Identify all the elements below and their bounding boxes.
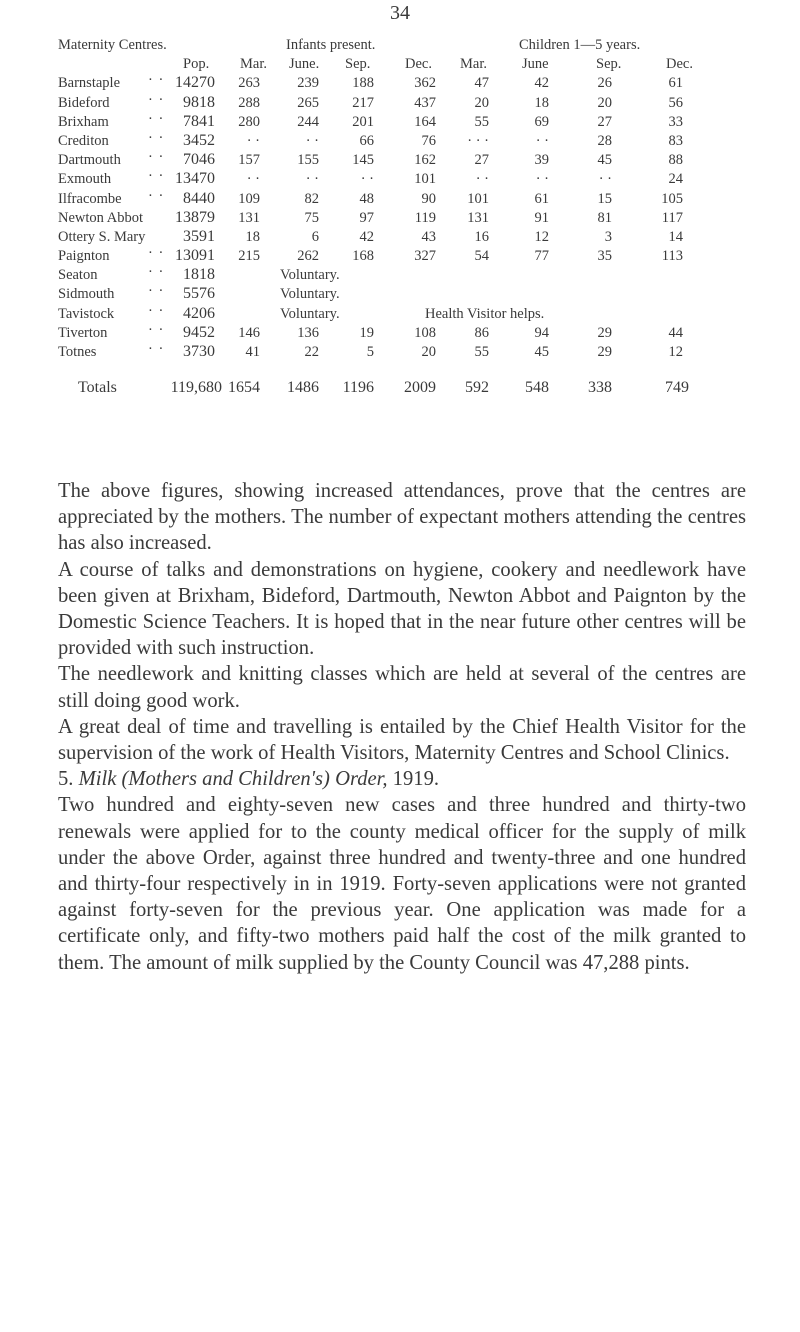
value-cell: 20 bbox=[597, 94, 612, 111]
section-heading: 5. Milk (Mothers and Children's) Order, 1919. bbox=[58, 768, 440, 791]
value-cell: 29 bbox=[597, 324, 612, 341]
centre-name: Tavistock bbox=[58, 305, 115, 322]
centre-name: Sidmouth bbox=[58, 286, 115, 303]
value-cell: 45 bbox=[597, 152, 612, 169]
value-cell: 14 bbox=[668, 228, 683, 245]
centre-name: Ottery S. Mary bbox=[58, 228, 146, 245]
value-cell: 12 bbox=[534, 228, 549, 245]
totals-label: Totals bbox=[78, 379, 117, 397]
value-cell: 280 bbox=[238, 113, 260, 130]
note-cell: Health Visitor helps. bbox=[425, 305, 545, 322]
value-cell: 24 bbox=[668, 171, 683, 188]
value-cell: · · bbox=[246, 132, 260, 149]
paragraph: Two hundred and eighty-seven new cases and three hundred and thirty-two renewals were applied for to the county medical officer for the supply of milk under the above Order, against three hundred and twenty-three and one hundred and thirty-four respectively in in 1919. Forty-seven applications were not granted against forty-seven for the previous year. One application was made for a certificate only, and fifty-two mothers paid half the cost of the milk granted to them. The amount of milk supplied by the County Council was 47,288 pints. bbox=[58, 794, 746, 974]
value-cell: · · bbox=[598, 171, 612, 188]
value-cell: 437 bbox=[414, 94, 436, 111]
column-header: June bbox=[522, 56, 549, 73]
population-cell: 13879 bbox=[175, 208, 215, 226]
population-cell: 1818 bbox=[183, 266, 215, 284]
value-cell: 44 bbox=[668, 324, 683, 341]
value-cell: 157 bbox=[238, 152, 260, 169]
page-number: 34 bbox=[390, 2, 410, 24]
value-cell: 82 bbox=[304, 190, 319, 207]
table-title: Maternity Centres. bbox=[58, 37, 167, 53]
column-header: Dec. bbox=[405, 56, 432, 73]
value-cell: 81 bbox=[597, 209, 612, 226]
value-cell: 97 bbox=[359, 209, 374, 226]
population-cell: 5576 bbox=[183, 285, 215, 303]
value-cell: 188 bbox=[352, 75, 374, 92]
totals-row bbox=[0, 379, 800, 401]
value-cell: 56 bbox=[668, 94, 683, 111]
leader-dots: · · bbox=[148, 341, 165, 357]
value-cell: 101 bbox=[467, 190, 489, 207]
value-cell: · · bbox=[535, 171, 549, 188]
centre-name: Paignton bbox=[58, 248, 110, 265]
value-cell: 42 bbox=[359, 228, 374, 245]
paragraph: A course of talks and demonstrations on hygiene, cookery and needlework have been given at Brixham, Bideford, Dartmouth, Newton Abbot and Paignton by the Domestic Science Teachers. It is hoped that in the near future other centres will be provided with such instruction. bbox=[58, 558, 746, 660]
centre-name: Barnstaple bbox=[58, 75, 121, 92]
value-cell: · · bbox=[475, 171, 489, 188]
population-cell: 7841 bbox=[183, 112, 215, 130]
paragraph: The needlework and knitting classes which are held at several of the centres are still doing good work. bbox=[58, 663, 746, 712]
value-cell: 155 bbox=[297, 152, 319, 169]
value-cell: 18 bbox=[245, 228, 260, 245]
leader-dots: · · bbox=[148, 245, 165, 262]
totals-cell: 1654 bbox=[228, 379, 260, 397]
value-cell: 29 bbox=[597, 344, 612, 360]
value-cell: 75 bbox=[304, 209, 319, 226]
value-cell: 162 bbox=[414, 152, 436, 169]
totals-cell: 749 bbox=[665, 379, 689, 397]
value-cell: · · bbox=[360, 171, 374, 188]
totals-cell: 2009 bbox=[404, 379, 436, 397]
leader-dots: · · bbox=[148, 110, 165, 127]
population-cell: 4206 bbox=[183, 304, 215, 322]
leader-dots: · · bbox=[148, 302, 165, 319]
value-cell: 27 bbox=[474, 152, 489, 169]
value-cell: 41 bbox=[245, 344, 260, 360]
value-cell: 109 bbox=[238, 190, 260, 207]
value-cell: 28 bbox=[597, 132, 612, 149]
centre-name: Exmouth bbox=[58, 171, 112, 188]
value-cell: 262 bbox=[297, 248, 319, 265]
body-text bbox=[58, 478, 746, 976]
value-cell: 86 bbox=[474, 324, 489, 341]
value-cell: 19 bbox=[359, 324, 374, 341]
leader-dots: · · bbox=[148, 187, 165, 204]
leader-dots: · · bbox=[148, 149, 165, 166]
value-cell: 131 bbox=[467, 209, 489, 226]
totals-cell: 1196 bbox=[342, 379, 374, 397]
value-cell: 54 bbox=[474, 248, 489, 265]
value-cell: 20 bbox=[421, 344, 436, 360]
column-header: Mar. bbox=[240, 56, 267, 73]
totals-cell: 548 bbox=[525, 379, 549, 397]
column-header: Sep. bbox=[596, 56, 622, 73]
centre-name: Crediton bbox=[58, 132, 109, 149]
value-cell: · · bbox=[535, 132, 549, 149]
value-cell: 146 bbox=[238, 324, 260, 341]
population-cell: 3730 bbox=[183, 343, 215, 360]
value-cell: 83 bbox=[668, 132, 683, 149]
centre-name: Tiverton bbox=[58, 324, 108, 341]
table-row bbox=[0, 229, 800, 248]
value-cell: 45 bbox=[534, 344, 549, 360]
note-cell: Voluntary. bbox=[280, 305, 340, 322]
value-cell: 265 bbox=[297, 94, 319, 111]
value-cell: 3 bbox=[604, 228, 612, 245]
column-header: Dec. bbox=[666, 56, 693, 73]
value-cell: 5 bbox=[366, 344, 374, 360]
centre-name: Totnes bbox=[58, 344, 97, 360]
table-row bbox=[0, 302, 800, 325]
column-header: Pop. bbox=[183, 56, 210, 73]
value-cell: 61 bbox=[534, 190, 549, 207]
value-cell: 244 bbox=[297, 113, 319, 130]
value-cell: 43 bbox=[421, 228, 436, 245]
value-cell: 42 bbox=[534, 75, 549, 92]
value-cell: 113 bbox=[661, 248, 683, 265]
value-cell: · · bbox=[305, 132, 319, 149]
paragraph: A great deal of time and travelling is entailed by the Chief Health Visitor for the supervision of the work of Health Visitors, Maternity Centres and School Clinics. bbox=[58, 715, 746, 765]
children-header: Children 1—5 years. bbox=[519, 37, 641, 53]
value-cell: 217 bbox=[352, 94, 374, 111]
value-cell: 22 bbox=[304, 344, 319, 360]
value-cell: 263 bbox=[238, 75, 260, 92]
value-cell: 15 bbox=[597, 190, 612, 207]
leader-dots: · · bbox=[148, 321, 165, 338]
value-cell: 327 bbox=[414, 248, 436, 265]
population-cell: 14270 bbox=[175, 74, 215, 92]
population-cell: 7046 bbox=[183, 151, 215, 169]
table-row bbox=[0, 168, 800, 190]
table-row bbox=[0, 149, 800, 171]
note-cell: Voluntary. bbox=[280, 267, 340, 284]
maternity-centres-table bbox=[0, 37, 800, 401]
value-cell: 39 bbox=[534, 152, 549, 169]
table-row bbox=[0, 264, 800, 286]
value-cell: 131 bbox=[238, 209, 260, 226]
totals-cell: 592 bbox=[465, 379, 489, 397]
value-cell: 362 bbox=[414, 75, 436, 92]
table-column-headers bbox=[0, 56, 800, 75]
population-cell: 13470 bbox=[175, 170, 215, 188]
table-row bbox=[0, 341, 800, 363]
value-cell: 88 bbox=[668, 152, 683, 169]
value-cell: 119 bbox=[414, 209, 436, 226]
value-cell: 18 bbox=[534, 94, 549, 111]
leader-dots: · · bbox=[148, 91, 165, 108]
value-cell: 105 bbox=[661, 190, 683, 207]
value-cell: 168 bbox=[352, 248, 374, 265]
table-header-groups bbox=[0, 37, 800, 56]
leader-dots: · · bbox=[148, 168, 165, 185]
value-cell: 48 bbox=[359, 190, 374, 207]
value-cell: 66 bbox=[359, 132, 374, 149]
value-cell: 288 bbox=[238, 94, 260, 111]
leader-dots: · · bbox=[148, 264, 165, 281]
value-cell: · · · bbox=[467, 132, 489, 149]
totals-population: 119,680 bbox=[170, 379, 222, 397]
totals-cell: 1486 bbox=[287, 379, 319, 397]
value-cell: 94 bbox=[534, 324, 549, 341]
centre-name: Ilfracombe bbox=[58, 190, 122, 207]
value-cell: 61 bbox=[668, 75, 683, 92]
value-cell: 26 bbox=[597, 75, 612, 92]
value-cell: 164 bbox=[414, 113, 436, 130]
value-cell: 77 bbox=[534, 248, 549, 265]
value-cell: 6 bbox=[311, 228, 319, 245]
value-cell: 16 bbox=[474, 228, 489, 245]
centre-name: Dartmouth bbox=[58, 152, 121, 169]
value-cell: 145 bbox=[352, 152, 374, 169]
centre-name: Newton Abbot bbox=[58, 209, 143, 226]
table-row bbox=[0, 72, 800, 94]
population-cell: 9452 bbox=[183, 323, 215, 341]
value-cell: 35 bbox=[597, 248, 612, 265]
value-cell: 69 bbox=[534, 113, 549, 130]
population-cell: 13091 bbox=[175, 247, 215, 265]
population-cell: 8440 bbox=[183, 189, 215, 207]
table-row bbox=[0, 210, 800, 229]
table-row bbox=[0, 283, 800, 305]
value-cell: 117 bbox=[661, 209, 683, 226]
value-cell: 27 bbox=[597, 113, 612, 130]
value-cell: · · bbox=[246, 171, 260, 188]
centre-name: Seaton bbox=[58, 267, 98, 284]
value-cell: 136 bbox=[297, 324, 319, 341]
value-cell: 215 bbox=[238, 248, 260, 265]
value-cell: 101 bbox=[414, 171, 436, 188]
centre-name: Brixham bbox=[58, 113, 109, 130]
leader-dots: · · bbox=[148, 72, 165, 89]
note-cell: Voluntary. bbox=[280, 286, 340, 303]
value-cell: 47 bbox=[474, 75, 489, 92]
totals-cell: 338 bbox=[588, 379, 612, 397]
column-header: Sep. bbox=[345, 56, 371, 73]
value-cell: 33 bbox=[668, 113, 683, 130]
centre-name: Bideford bbox=[58, 94, 110, 111]
value-cell: 20 bbox=[474, 94, 489, 111]
value-cell: 201 bbox=[352, 113, 374, 130]
table-row bbox=[0, 110, 800, 133]
table-row bbox=[0, 91, 800, 114]
table-body bbox=[0, 72, 800, 363]
value-cell: 90 bbox=[421, 190, 436, 207]
column-header: June. bbox=[289, 56, 320, 73]
value-cell: 55 bbox=[474, 113, 489, 130]
table-row bbox=[0, 129, 800, 152]
table-row bbox=[0, 187, 800, 210]
value-cell: 76 bbox=[421, 132, 436, 149]
leader-dots: · · bbox=[148, 283, 165, 300]
table-row bbox=[0, 321, 800, 344]
population-cell: 3591 bbox=[183, 227, 215, 245]
column-header: Mar. bbox=[460, 56, 487, 73]
value-cell: 108 bbox=[414, 324, 436, 341]
leader-dots: · · bbox=[148, 129, 165, 146]
population-cell: 9818 bbox=[183, 93, 215, 111]
table-row bbox=[0, 245, 800, 267]
paragraph: The above figures, showing increased attendances, prove that the centres are appreciated by the mothers. The number of expectant mothers attending the centres has also increased. bbox=[58, 480, 746, 555]
infants-present-header: Infants present. bbox=[286, 37, 376, 53]
population-cell: 3452 bbox=[183, 131, 215, 149]
value-cell: 91 bbox=[534, 209, 549, 226]
value-cell: · · bbox=[305, 171, 319, 188]
value-cell: 55 bbox=[474, 344, 489, 360]
value-cell: 12 bbox=[668, 344, 683, 360]
value-cell: 239 bbox=[297, 75, 319, 92]
